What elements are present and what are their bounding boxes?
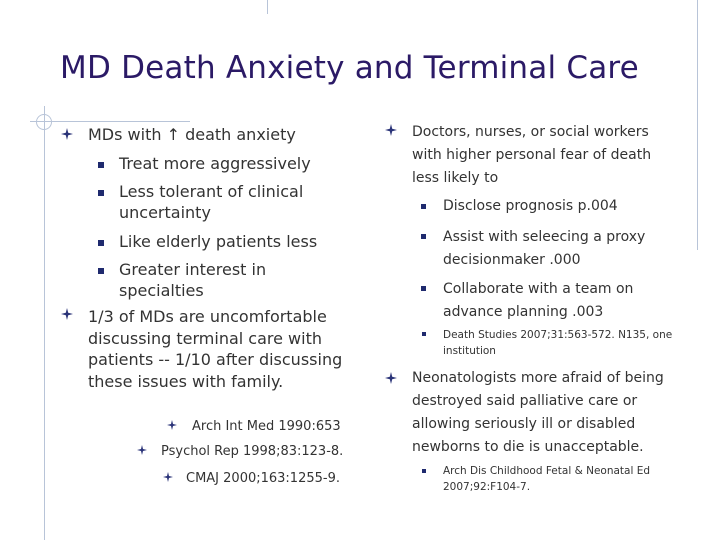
slide-title: MD Death Anxiety and Terminal Care <box>60 50 639 86</box>
left-sub-item: Treat more aggressively <box>119 154 311 173</box>
sparkle-bullet-icon <box>61 308 73 320</box>
sparkle-bullet-icon <box>137 445 147 455</box>
sparkle-bullet-icon <box>385 372 397 384</box>
right-bullet-fear-of-death: Doctors, nurses, or social workers with higher personal fear of death less likely to <box>412 124 652 186</box>
square-bullet-icon <box>421 234 426 239</box>
reference-text: Arch Dis Childhood Fetal & Neonatal Ed 2007;92:F104-7. <box>443 465 651 493</box>
sparkle-bullet-icon <box>167 420 177 430</box>
left-sub-item: Like elderly patients less <box>119 232 318 251</box>
frame-line-top-left <box>267 0 268 14</box>
square-bullet-icon <box>422 332 426 336</box>
square-bullet-icon <box>421 286 426 291</box>
reference-text: Arch Int Med 1990:653 <box>192 419 341 434</box>
frame-circle-ornament <box>36 114 52 130</box>
right-sub-item: Disclose prognosis p.004 <box>443 198 618 214</box>
square-bullet-icon <box>98 190 104 196</box>
right-bullet-neonatologists: Neonatologists more afraid of being destroyed said palliative care or allowing seriously ill or disabled newborns to die is unacceptable. <box>412 370 664 455</box>
right-sub-item: Assist with seleecing a proxy decisionmaker .000 <box>443 229 646 268</box>
sparkle-bullet-icon <box>61 128 73 140</box>
reference-text: Psychol Rep 1998;83:123-8. <box>161 444 344 459</box>
square-bullet-icon <box>422 469 426 473</box>
square-bullet-icon <box>421 204 426 209</box>
sparkle-bullet-icon <box>163 472 173 482</box>
right-sub-item: Collaborate with a team on advance planning .003 <box>443 281 634 320</box>
frame-line-horizontal <box>30 121 190 122</box>
left-sub-item: Less tolerant of clinical uncertainty <box>119 182 304 222</box>
frame-line-vertical <box>44 106 45 540</box>
left-bullet-mds-anxiety: MDs with ↑ death anxiety <box>88 125 296 144</box>
reference-text: CMAJ 2000;163:1255-9. <box>186 471 340 486</box>
left-bullet-discomfort: 1/3 of MDs are uncomfortable discussing terminal care with patients -- 1/10 after discussing these issues with family. <box>88 307 343 391</box>
left-sub-item: Greater interest in specialties <box>119 260 267 300</box>
frame-line-top-right <box>697 0 698 250</box>
square-bullet-icon <box>98 268 104 274</box>
square-bullet-icon <box>98 240 104 246</box>
reference-text: Death Studies 2007;31:563-572. N135, one institution <box>443 329 673 357</box>
square-bullet-icon <box>98 162 104 168</box>
sparkle-bullet-icon <box>385 124 397 136</box>
